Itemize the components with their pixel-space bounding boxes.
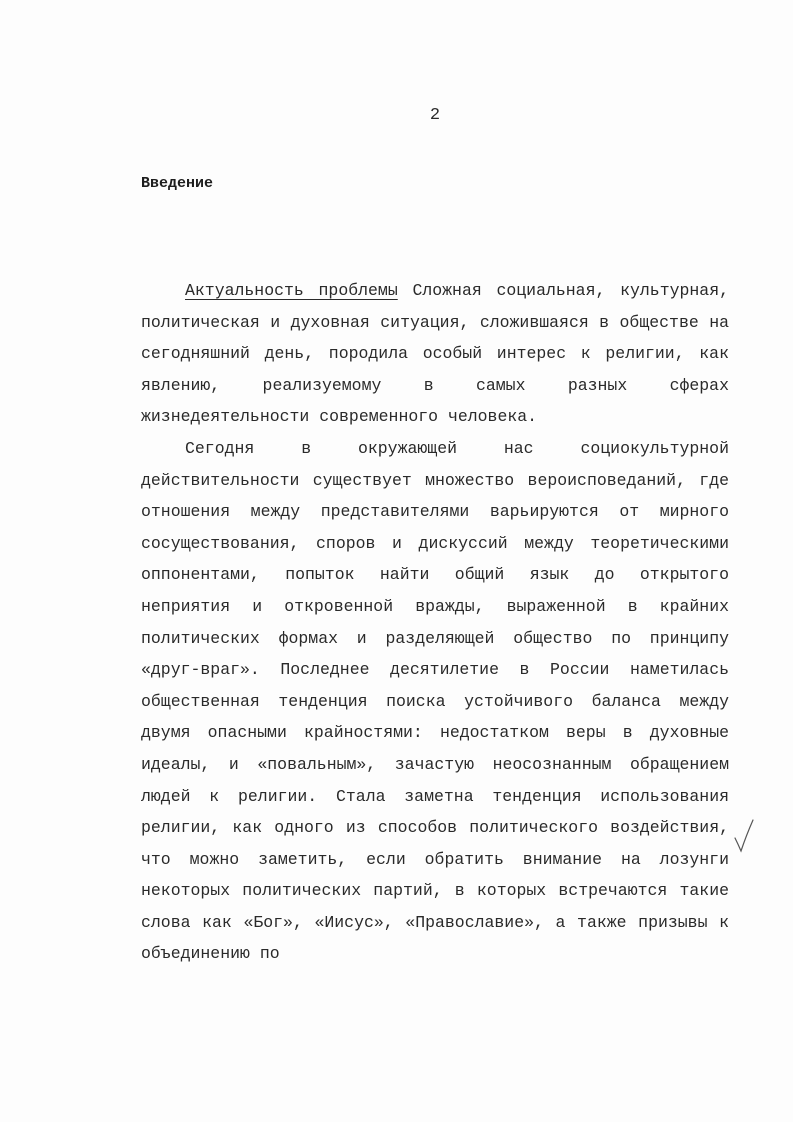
checkmark-icon [733, 818, 755, 854]
body-text [141, 275, 729, 970]
paragraph-context [141, 433, 729, 970]
page-number: 2 [429, 106, 441, 125]
paragraph-text: Сложная социальная, культурная, политическая и духовная ситуация, сложившаяся в обществе на сегодняшний день, породила особый интерес к религии, как явлению, реализуемому в самых разных сферах жизнедеятельности современного человека. [141, 281, 730, 427]
paragraph-relevance [141, 275, 729, 433]
paragraph-lead: Актуальность проблемы [185, 281, 398, 300]
paragraph-text: Сегодня в окружающей нас социокультурной действительности существует множество вероисповеданий, где отношения между представителями варьируются от мирного сосуществования, споров и дискуссий между теоретическими оппонентами, попыток найти общий язык до открытого неприятия и откровенной вражды, выраженной в крайних политических формах и разделяющей общество по принципу «друг-враг». Последнее десятилетие в России наметилась общественная тенденция поиска устойчивого баланса между двумя опасными крайностями: недостатком веры в духовные идеалы, и «повальным», зачастую неосознанным обращением людей к религии. Стала заметна тенденция использования религии, как одного из способов политического воздействия, что можно заметить, если обратить внимание на лозунги некоторых политических партий, в которых встречаются такие слова как «Бог», «Иисус», «Православие», а также призывы к объединению по [141, 438, 729, 964]
section-heading: Введение [141, 175, 214, 192]
